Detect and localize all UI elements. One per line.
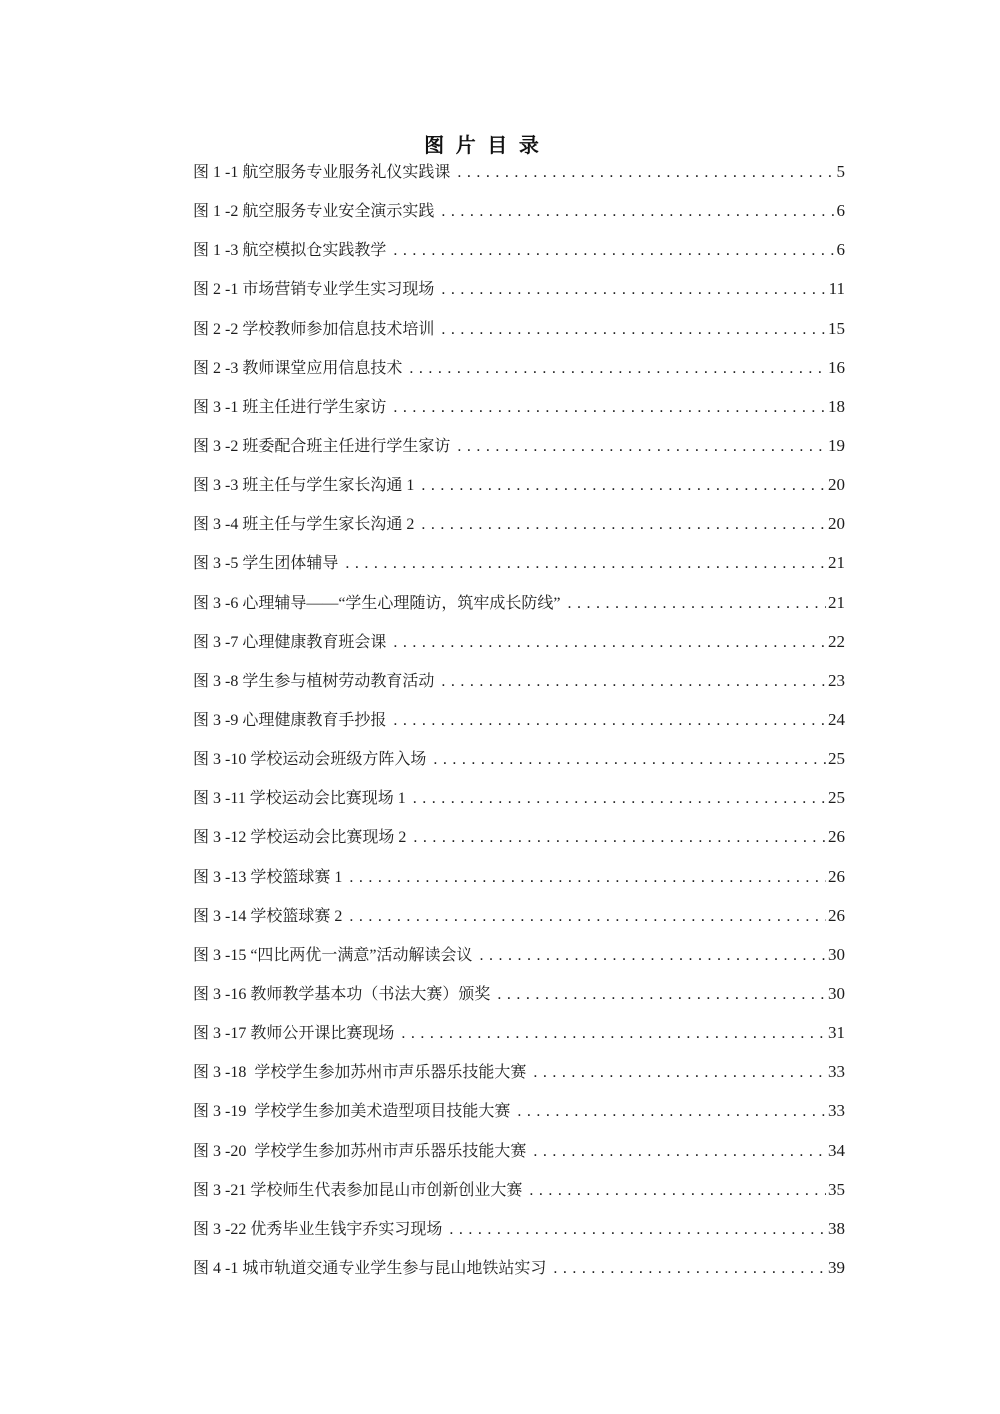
dot-leader: [449, 1210, 826, 1249]
toc-entry-label: 图 3 -2 班委配合班主任进行学生家访: [193, 437, 451, 455]
toc-entry-page: 21: [828, 592, 845, 612]
toc-entry[interactable]: [193, 1091, 845, 1130]
toc-entry-page: 25: [828, 749, 845, 769]
toc-entry[interactable]: [193, 504, 845, 543]
toc-entry[interactable]: [193, 778, 845, 817]
toc-entry[interactable]: [193, 974, 845, 1013]
toc-entry-page: 5: [836, 162, 845, 181]
toc-entry[interactable]: [193, 230, 845, 269]
toc-entry-label: 图 3 -8 学生参与植树劳动教育活动: [193, 672, 435, 690]
dot-leader: [553, 1249, 826, 1288]
toc-entry-label: 图 3 -7 心理健康教育班会课: [193, 633, 387, 651]
toc-entry-page: 25: [828, 788, 845, 808]
toc-entry-label: 图 1 -2 航空服务专业安全演示实践: [193, 203, 435, 221]
dot-leader: [433, 740, 826, 779]
toc-entry-page: 33: [828, 1101, 845, 1121]
toc-entry-page: 38: [828, 1218, 845, 1238]
toc-entry-page: 22: [828, 631, 845, 651]
toc-entry-label: 图 3 -12 学校运动会比赛现场 2: [193, 829, 407, 847]
toc-entry[interactable]: [193, 700, 845, 739]
toc-entry[interactable]: [193, 817, 845, 856]
dot-leader: [393, 623, 826, 662]
toc-entry-label: 图 3 -4 班主任与学生家长沟通 2: [193, 516, 415, 534]
toc-entry-page: 30: [828, 944, 845, 964]
toc-entry-label: 图 3 -1 班主任进行学生家访: [193, 398, 387, 416]
toc-entry-label: 图 3 -21 学校师生代表参加昆山市创新创业大赛: [193, 1181, 523, 1199]
toc-entry-page: 31: [828, 1023, 845, 1043]
toc-entry[interactable]: [193, 1052, 845, 1091]
dot-leader: [529, 1171, 826, 1210]
toc-entry-page: 33: [828, 1062, 845, 1082]
toc-entry-page: 26: [828, 827, 845, 847]
toc-entry-label: 图 3 -5 学生团体辅导: [193, 555, 339, 573]
dot-leader: [441, 192, 834, 231]
toc-entry-page: 30: [828, 983, 845, 1003]
dot-leader: [441, 662, 826, 701]
toc-entry-page: 26: [828, 866, 845, 886]
toc-entry-label: 图 3 -22 优秀毕业生钱宇乔实习现场: [193, 1220, 443, 1238]
toc-entry[interactable]: [193, 543, 845, 582]
toc-entry-label: 图 3 -17 教师公开课比赛现场: [193, 1025, 395, 1043]
toc-entry[interactable]: [193, 387, 845, 426]
toc-entry-label: 图 1 -1 航空服务专业服务礼仪实践课: [193, 164, 451, 181]
toc-entry[interactable]: [193, 348, 845, 387]
toc-entry[interactable]: [193, 191, 845, 230]
dot-leader: [533, 1132, 826, 1171]
toc-entry-page: 11: [828, 279, 845, 299]
dot-leader: [393, 231, 834, 270]
toc-entry[interactable]: [193, 1170, 845, 1209]
dot-leader: [409, 349, 826, 388]
toc-entry-label: 图 4 -1 城市轨道交通专业学生参与昆山地铁站实习: [193, 1259, 547, 1277]
dot-leader: [533, 1053, 826, 1092]
toc-entry-page: 15: [828, 318, 845, 338]
toc-entry-label: 图 3 -14 学校篮球赛 2: [193, 907, 343, 925]
dot-leader: [457, 153, 834, 192]
toc-entry[interactable]: [193, 857, 845, 896]
toc-entry[interactable]: [193, 1013, 845, 1052]
dot-leader: [441, 270, 826, 309]
toc-entry-page: 19: [828, 435, 845, 455]
dot-leader: [345, 544, 826, 583]
toc-entry[interactable]: [193, 1248, 845, 1287]
toc-entry[interactable]: [193, 896, 845, 935]
toc-entry-label: 图 2 -2 学校教师参加信息技术培训: [193, 320, 435, 338]
dot-leader: [421, 466, 826, 505]
toc-entry-label: 图 3 -11 学校运动会比赛现场 1: [193, 790, 406, 808]
toc-entry[interactable]: [193, 309, 845, 348]
dot-leader: [497, 975, 826, 1014]
dot-leader: [457, 427, 826, 466]
toc-entry[interactable]: [193, 426, 845, 465]
dot-leader: [349, 897, 826, 936]
toc-entry[interactable]: [193, 739, 845, 778]
toc-entry-label: 图 3 -15 “四比两优一满意”活动解读会议: [193, 946, 473, 964]
toc-entry-label: 图 2 -1 市场营销专业学生实习现场: [193, 281, 435, 299]
toc-entry[interactable]: [193, 1131, 845, 1170]
toc-entry[interactable]: [193, 935, 845, 974]
toc-entry-label: 图 3 -13 学校篮球赛 1: [193, 868, 343, 886]
dot-leader: [568, 584, 826, 623]
dot-leader: [413, 779, 826, 818]
figure-toc-list: [193, 152, 845, 1287]
toc-entry[interactable]: [193, 152, 845, 191]
toc-entry-page: 20: [828, 475, 845, 495]
toc-entry-page: 6: [836, 240, 845, 260]
toc-entry-page: 39: [828, 1257, 845, 1277]
dot-leader: [393, 388, 826, 427]
dot-leader: [480, 936, 826, 975]
toc-entry-label: 图 2 -3 教师课堂应用信息技术: [193, 359, 403, 377]
dot-leader: [517, 1092, 826, 1131]
dot-leader: [349, 858, 826, 897]
toc-entry-page: 24: [828, 709, 845, 729]
toc-entry-page: 23: [828, 670, 845, 690]
toc-entry-page: 34: [828, 1140, 845, 1160]
toc-entry-label: 图 3 -3 班主任与学生家长沟通 1: [193, 477, 415, 495]
toc-entry-page: 21: [828, 553, 845, 573]
toc-entry-label: 图 3 -9 心理健康教育手抄报: [193, 711, 387, 729]
toc-entry-page: 16: [828, 357, 845, 377]
page-title: 图 片 目 录: [424, 135, 542, 158]
toc-entry-page: 20: [828, 514, 845, 534]
toc-entry[interactable]: [193, 269, 845, 308]
dot-leader: [413, 818, 826, 857]
toc-entry-label: 图 3 -10 学校运动会班级方阵入场: [193, 751, 427, 769]
toc-entry[interactable]: [193, 1209, 845, 1248]
toc-entry-label: 图 3 -19 学校学生参加美术造型项目技能大赛: [193, 1103, 511, 1121]
toc-entry-page: 6: [836, 201, 845, 221]
toc-entry[interactable]: [193, 622, 845, 661]
toc-entry-label: 图 3 -20 学校学生参加苏州市声乐器乐技能大赛: [193, 1142, 527, 1160]
toc-entry-page: 35: [828, 1179, 845, 1199]
toc-entry-label: 图 3 -16 教师教学基本功（书法大赛）颁奖: [193, 985, 491, 1003]
dot-leader: [441, 310, 826, 349]
dot-leader: [393, 701, 826, 740]
dot-leader: [421, 505, 826, 544]
toc-entry-label: 图 1 -3 航空模拟仓实践教学: [193, 242, 387, 260]
dot-leader: [401, 1014, 826, 1053]
toc-entry-label: 图 3 -18 学校学生参加苏州市声乐器乐技能大赛: [193, 1064, 527, 1082]
toc-entry[interactable]: [193, 583, 845, 622]
toc-entry[interactable]: [193, 465, 845, 504]
toc-entry-page: 18: [828, 396, 845, 416]
toc-entry[interactable]: [193, 661, 845, 700]
toc-entry-label: 图 3 -6 心理辅导——“学生心理随访，筑牢成长防线”: [193, 594, 561, 612]
toc-entry-page: 26: [828, 905, 845, 925]
